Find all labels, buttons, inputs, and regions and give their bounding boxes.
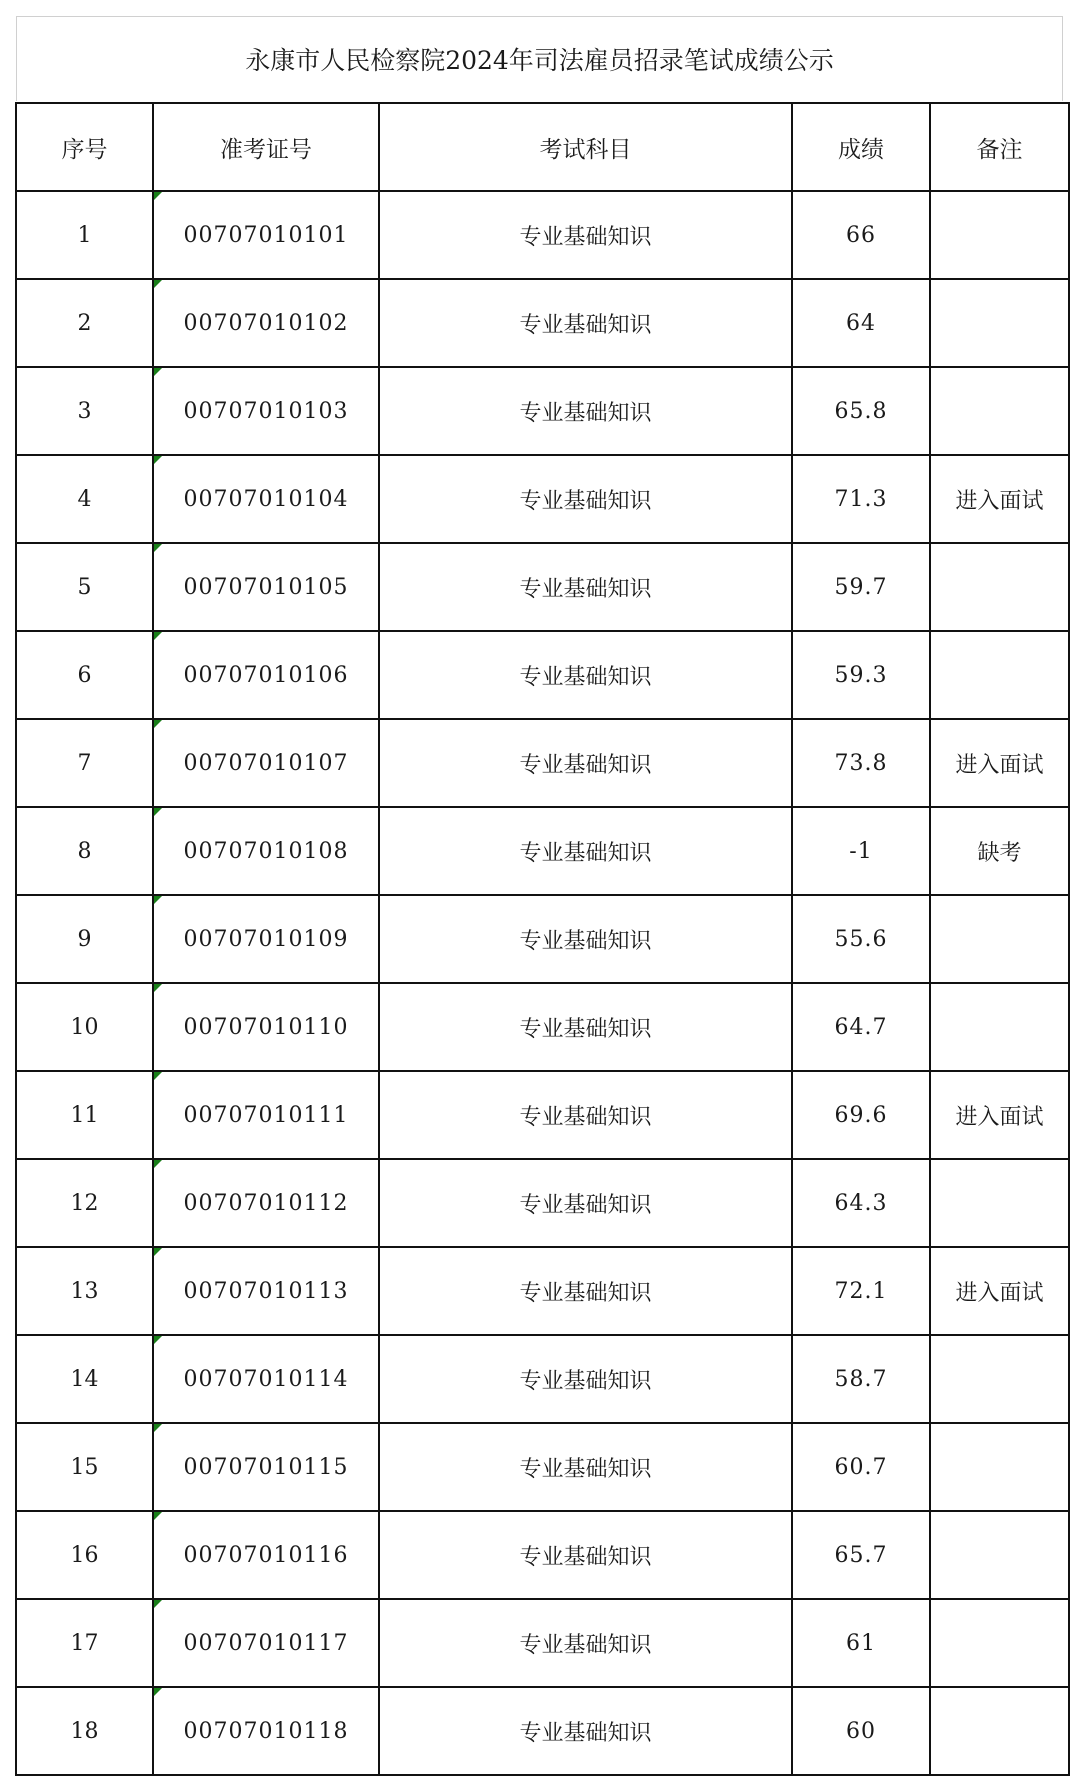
table-row xyxy=(16,543,1069,631)
cell-note xyxy=(930,895,1069,983)
table-row xyxy=(16,191,1069,279)
cell-note xyxy=(930,631,1069,719)
header-note: 备注 xyxy=(930,103,1069,191)
cell-score: 64 xyxy=(792,279,930,367)
cell-seq: 14 xyxy=(16,1335,153,1423)
cell-ticket-no: 00707010109 xyxy=(153,895,379,983)
table-row xyxy=(16,1071,1069,1159)
header-ticket-no: 准考证号 xyxy=(153,103,379,191)
header-seq: 序号 xyxy=(16,103,153,191)
cell-subject: 专业基础知识 xyxy=(379,983,792,1071)
cell-seq: 5 xyxy=(16,543,153,631)
table-row xyxy=(16,719,1069,807)
cell-note xyxy=(930,983,1069,1071)
cell-score: 60 xyxy=(792,1687,930,1775)
cell-note: 进入面试 xyxy=(930,719,1069,807)
score-table xyxy=(15,102,1070,1776)
cell-seq: 1 xyxy=(16,191,153,279)
cell-score: 61 xyxy=(792,1599,930,1687)
cell-seq: 2 xyxy=(16,279,153,367)
cell-ticket-no: 00707010111 xyxy=(153,1071,379,1159)
cell-seq: 7 xyxy=(16,719,153,807)
cell-score: -1 xyxy=(792,807,930,895)
table-row xyxy=(16,631,1069,719)
cell-score: 58.7 xyxy=(792,1335,930,1423)
cell-ticket-no: 00707010107 xyxy=(153,719,379,807)
cell-ticket-no: 00707010106 xyxy=(153,631,379,719)
table-row xyxy=(16,367,1069,455)
cell-score: 59.3 xyxy=(792,631,930,719)
cell-seq: 8 xyxy=(16,807,153,895)
cell-ticket-no: 00707010110 xyxy=(153,983,379,1071)
table-row xyxy=(16,1159,1069,1247)
cell-score: 64.7 xyxy=(792,983,930,1071)
cell-score: 55.6 xyxy=(792,895,930,983)
cell-subject: 专业基础知识 xyxy=(379,1071,792,1159)
cell-seq: 15 xyxy=(16,1423,153,1511)
cell-score: 65.8 xyxy=(792,367,930,455)
cell-ticket-no: 00707010116 xyxy=(153,1511,379,1599)
table-header-row xyxy=(16,103,1069,191)
header-score: 成绩 xyxy=(792,103,930,191)
cell-note xyxy=(930,1423,1069,1511)
cell-note: 进入面试 xyxy=(930,1247,1069,1335)
cell-seq: 4 xyxy=(16,455,153,543)
cell-score: 72.1 xyxy=(792,1247,930,1335)
cell-subject: 专业基础知识 xyxy=(379,279,792,367)
cell-ticket-no: 00707010115 xyxy=(153,1423,379,1511)
cell-note xyxy=(930,1159,1069,1247)
cell-ticket-no: 00707010118 xyxy=(153,1687,379,1775)
table-row xyxy=(16,807,1069,895)
cell-seq: 9 xyxy=(16,895,153,983)
cell-seq: 18 xyxy=(16,1687,153,1775)
cell-ticket-no: 00707010113 xyxy=(153,1247,379,1335)
cell-score: 69.6 xyxy=(792,1071,930,1159)
table-row xyxy=(16,279,1069,367)
table-row xyxy=(16,895,1069,983)
cell-seq: 6 xyxy=(16,631,153,719)
cell-subject: 专业基础知识 xyxy=(379,1247,792,1335)
cell-seq: 11 xyxy=(16,1071,153,1159)
cell-note xyxy=(930,367,1069,455)
table-row xyxy=(16,983,1069,1071)
cell-subject: 专业基础知识 xyxy=(379,1159,792,1247)
cell-ticket-no: 00707010108 xyxy=(153,807,379,895)
table-row xyxy=(16,1335,1069,1423)
cell-note: 进入面试 xyxy=(930,455,1069,543)
cell-note: 进入面试 xyxy=(930,1071,1069,1159)
cell-ticket-no: 00707010112 xyxy=(153,1159,379,1247)
cell-note xyxy=(930,1335,1069,1423)
cell-ticket-no: 00707010114 xyxy=(153,1335,379,1423)
cell-subject: 专业基础知识 xyxy=(379,631,792,719)
table-row xyxy=(16,1511,1069,1599)
cell-note xyxy=(930,1599,1069,1687)
cell-subject: 专业基础知识 xyxy=(379,1335,792,1423)
cell-ticket-no: 00707010104 xyxy=(153,455,379,543)
cell-subject: 专业基础知识 xyxy=(379,1423,792,1511)
cell-subject: 专业基础知识 xyxy=(379,543,792,631)
cell-note xyxy=(930,1687,1069,1775)
cell-note xyxy=(930,191,1069,279)
cell-subject: 专业基础知识 xyxy=(379,1511,792,1599)
cell-seq: 12 xyxy=(16,1159,153,1247)
cell-seq: 17 xyxy=(16,1599,153,1687)
page-title: 永康市人民检察院2024年司法雇员招录笔试成绩公示 xyxy=(16,16,1063,101)
table-body xyxy=(16,191,1069,1775)
cell-subject: 专业基础知识 xyxy=(379,191,792,279)
cell-score: 71.3 xyxy=(792,455,930,543)
cell-subject: 专业基础知识 xyxy=(379,807,792,895)
cell-seq: 13 xyxy=(16,1247,153,1335)
cell-ticket-no: 00707010117 xyxy=(153,1599,379,1687)
table-row xyxy=(16,1687,1069,1775)
cell-subject: 专业基础知识 xyxy=(379,719,792,807)
table-row xyxy=(16,1599,1069,1687)
table-row xyxy=(16,1247,1069,1335)
cell-subject: 专业基础知识 xyxy=(379,1599,792,1687)
cell-subject: 专业基础知识 xyxy=(379,367,792,455)
cell-subject: 专业基础知识 xyxy=(379,895,792,983)
cell-score: 73.8 xyxy=(792,719,930,807)
cell-ticket-no: 00707010105 xyxy=(153,543,379,631)
cell-score: 65.7 xyxy=(792,1511,930,1599)
table-row xyxy=(16,455,1069,543)
cell-subject: 专业基础知识 xyxy=(379,1687,792,1775)
cell-ticket-no: 00707010102 xyxy=(153,279,379,367)
cell-score: 64.3 xyxy=(792,1159,930,1247)
cell-subject: 专业基础知识 xyxy=(379,455,792,543)
header-subject: 考试科目 xyxy=(379,103,792,191)
cell-note: 缺考 xyxy=(930,807,1069,895)
cell-score: 59.7 xyxy=(792,543,930,631)
cell-ticket-no: 00707010103 xyxy=(153,367,379,455)
cell-note xyxy=(930,279,1069,367)
cell-note xyxy=(930,543,1069,631)
cell-seq: 10 xyxy=(16,983,153,1071)
cell-seq: 3 xyxy=(16,367,153,455)
cell-score: 60.7 xyxy=(792,1423,930,1511)
cell-ticket-no: 00707010101 xyxy=(153,191,379,279)
cell-seq: 16 xyxy=(16,1511,153,1599)
cell-score: 66 xyxy=(792,191,930,279)
table-row xyxy=(16,1423,1069,1511)
cell-note xyxy=(930,1511,1069,1599)
